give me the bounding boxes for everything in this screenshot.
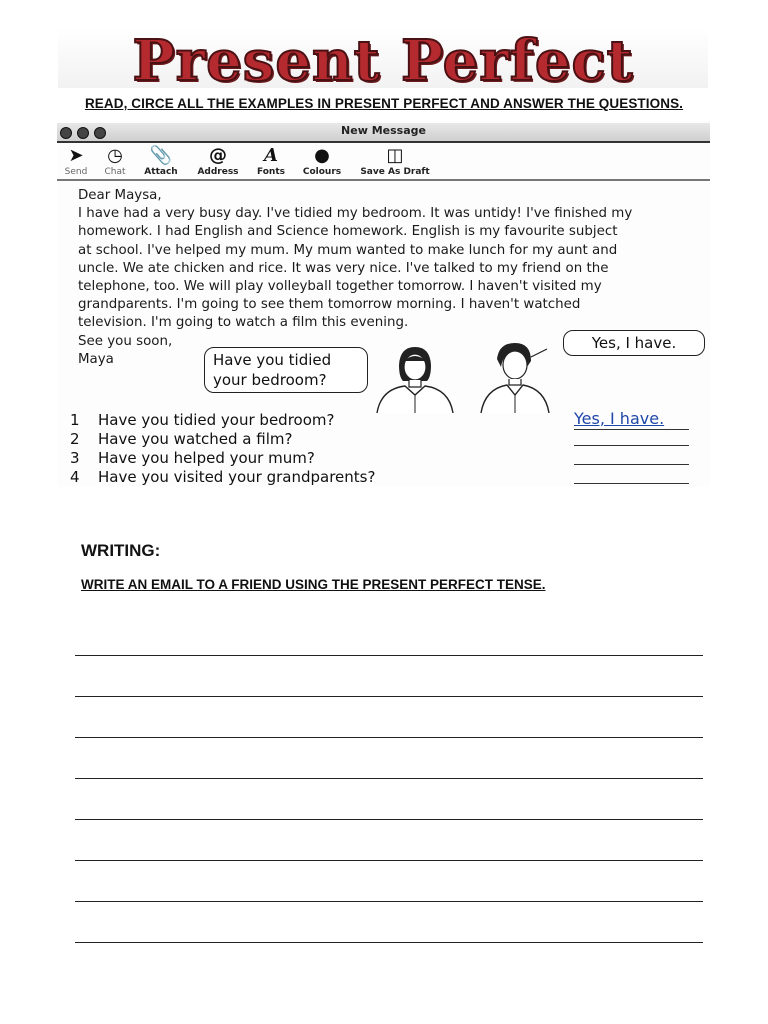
email-body-line: television. I'm going to watch a film this evening. (78, 315, 409, 331)
question-row (70, 430, 710, 449)
fonts-button: A Fonts (253, 145, 289, 177)
window-titlebar (57, 123, 710, 143)
email-body-line: telephone, too. We will play volleyball together tomorrow. I haven't visited my (78, 279, 602, 295)
question-number: 1 (70, 411, 80, 429)
question-number: 3 (70, 449, 80, 467)
writing-line[interactable] (75, 655, 703, 656)
question-text: Have you helped your mum? (98, 449, 315, 467)
question-number: 4 (70, 468, 80, 486)
answer-speech-bubble: Yes, I have. (563, 330, 705, 356)
writing-line[interactable] (75, 819, 703, 820)
email-window (57, 121, 710, 487)
question-row (70, 468, 710, 487)
question-text: Have you tidied your bedroom? (98, 411, 335, 429)
colours-button: ● Colours (297, 145, 347, 177)
question-speech-bubble: Have you tidied your bedroom? (204, 347, 368, 393)
email-closing: See you soon, (78, 333, 173, 349)
email-body-line: I have had a very busy day. I've tidied my bedroom. It was untidy! I've finished my (78, 206, 633, 222)
email-body-line: homework. I had English and Science homework. English is my favourite subject (78, 224, 618, 240)
question-text: Have you visited your grandparents? (98, 468, 376, 486)
writing-line[interactable] (75, 696, 703, 697)
girl-illustration (369, 343, 461, 413)
email-toolbar (57, 145, 710, 181)
colour-icon: ● (314, 145, 330, 166)
answer-line (574, 445, 689, 446)
save-draft-button: ◫ Save As Draft (353, 145, 437, 177)
chat-icon: ◷ (107, 145, 123, 166)
email-body-line: grandparents. I'm going to see them tomorrow morning. I haven't watched (78, 297, 581, 313)
boy-illustration (475, 339, 555, 413)
email-signature: Maya (78, 351, 114, 367)
reading-instruction: READ, CIRCE ALL THE EXAMPLES IN PRESENT PERFECT AND ANSWER THE QUESTIONS. (84, 96, 684, 111)
question-text: Have you watched a film? (98, 430, 293, 448)
attach-button: 📎 Attach (139, 145, 183, 177)
questions-list (70, 411, 710, 487)
writing-line[interactable] (75, 942, 703, 943)
draft-icon: ◫ (386, 145, 404, 166)
send-button: ➤ Send (59, 145, 93, 177)
title-banner (58, 28, 708, 88)
email-body-line: at school. I've helped my mum. My mum wanted to make lunch for my aunt and (78, 242, 618, 258)
question-number: 2 (70, 430, 80, 448)
paperclip-icon: 📎 (149, 145, 173, 166)
send-icon: ➤ (68, 145, 84, 166)
answer-line (574, 464, 689, 465)
email-body-line: uncle. We ate chicken and rice. It was very nice. I've talked to my friend on the (78, 260, 609, 276)
writing-instruction: WRITE AN EMAIL TO A FRIEND USING THE PRESENT PERFECT TENSE. (81, 577, 546, 592)
font-icon: A (264, 145, 278, 166)
writing-line[interactable] (75, 860, 703, 861)
worksheet-title: Present Perfect (132, 28, 634, 88)
window-title: New Message (341, 124, 426, 137)
question-row (70, 411, 710, 430)
chat-button: ◷ Chat (97, 145, 133, 177)
email-greeting: Dear Maysa, (78, 188, 162, 203)
writing-line[interactable] (75, 901, 703, 902)
answer-text: Yes, I have. (574, 409, 665, 428)
writing-heading: WRITING: (81, 541, 161, 560)
answer-line (574, 483, 689, 484)
writing-line[interactable] (75, 737, 703, 738)
address-button: @ Address (191, 145, 245, 177)
address-icon: @ (209, 145, 227, 166)
writing-line[interactable] (75, 778, 703, 779)
question-row (70, 449, 710, 468)
